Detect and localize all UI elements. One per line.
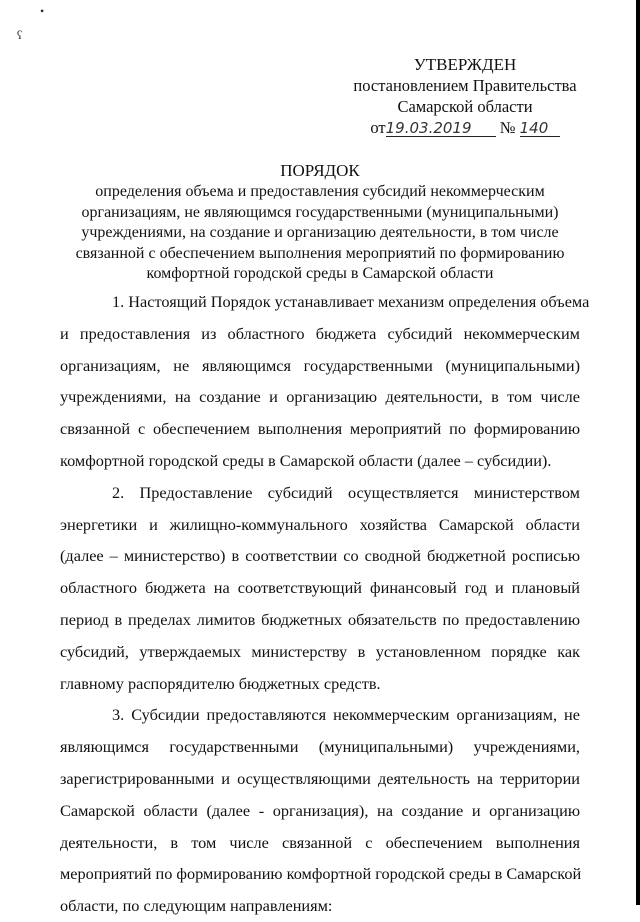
paragraph: [60, 477, 580, 700]
document-body: [60, 286, 590, 922]
paragraph: [60, 286, 590, 477]
subtitle-line: связанной с обеспечением выполнения мероприятий по формированию: [75, 244, 565, 262]
paragraph-line: 3. Субсидии предоставляются некоммерческим организациям, не: [112, 705, 580, 725]
paragraph-line: мероприятий по формированию комфортной городской среды в Самарской: [60, 864, 582, 884]
paragraph-line: 1. Настоящий Порядок устанавливает механизм определения объема: [112, 292, 590, 311]
paragraph-line: субсидий, утверждаемых министерству в установленном порядке как: [60, 641, 580, 661]
paragraph-line: деятельности, в том числе связанной с обеспечением выполнения: [60, 832, 580, 852]
scan-mark: •: [40, 4, 45, 18]
paragraph-line: энергетики и жилищно-коммунального хозяйства Самарской области: [60, 514, 580, 534]
document-title: ПОРЯДОК: [280, 161, 360, 180]
subtitle-line: комфортной городской среды в Самарской области: [146, 265, 494, 283]
approval-date-line: [320, 117, 610, 138]
date-prefix: от: [370, 118, 386, 137]
paragraph-line: зарегистрированными и осуществляющими деятельность на территории: [60, 768, 580, 788]
approval-stamp: [320, 54, 610, 138]
subtitle-line: определения объема и предоставления субсидий некоммерческим: [95, 183, 545, 200]
scan-mark: ʕ: [17, 28, 23, 42]
paragraph-line: являющимся государственными (муниципальными) учреждениями,: [60, 737, 580, 757]
handwritten-number: 140: [520, 120, 560, 137]
document-subtitle: [60, 182, 580, 285]
paragraph-line: областного бюджета на соответствующий финансовый год и плановый: [60, 578, 580, 598]
paragraph-line: Самарской области (далее - организация), на создание и организацию: [60, 800, 580, 820]
paragraph-line: связанной с обеспечением выполнения мероприятий по формированию: [60, 419, 580, 439]
approval-title: УТВЕРЖДЕН: [413, 55, 517, 74]
paragraph: [60, 699, 580, 922]
handwritten-date: 19.03.2019: [386, 120, 496, 137]
paragraph-line: (далее – министерство) в соответствии со сводной бюджетной росписью: [60, 546, 580, 566]
paragraph-line: области, по следующим направлениям:: [60, 896, 333, 916]
approval-line: Самарской области: [397, 97, 533, 116]
approval-line: постановлением Правительства: [353, 76, 577, 95]
number-prefix: №: [499, 118, 516, 137]
paragraph-line: учреждениями, на создание и организацию деятельности, в том числе: [60, 387, 580, 407]
paragraph-line: комфортной городской среды в Самарской области (далее – субсидии).: [60, 450, 552, 470]
subtitle-line: учреждениями, на создание и организацию деятельности, в том числе: [81, 224, 559, 242]
paragraph-line: период в пределах лимитов бюджетных обязательств по предоставлению: [60, 609, 580, 629]
paragraph-line: и предоставления из областного бюджета субсидий некоммерческим: [60, 323, 580, 343]
subtitle-line: организациям, не являющимся государственными (муниципальными): [81, 203, 559, 221]
paragraph-line: организациям, не являющимся государственными (муниципальными): [60, 355, 580, 375]
paragraph-line: главному распорядителю бюджетных средств.: [60, 673, 381, 693]
paragraph-line: 2. Предоставление субсидий осуществляется министерством: [112, 482, 580, 502]
scan-edge: [636, 0, 640, 905]
